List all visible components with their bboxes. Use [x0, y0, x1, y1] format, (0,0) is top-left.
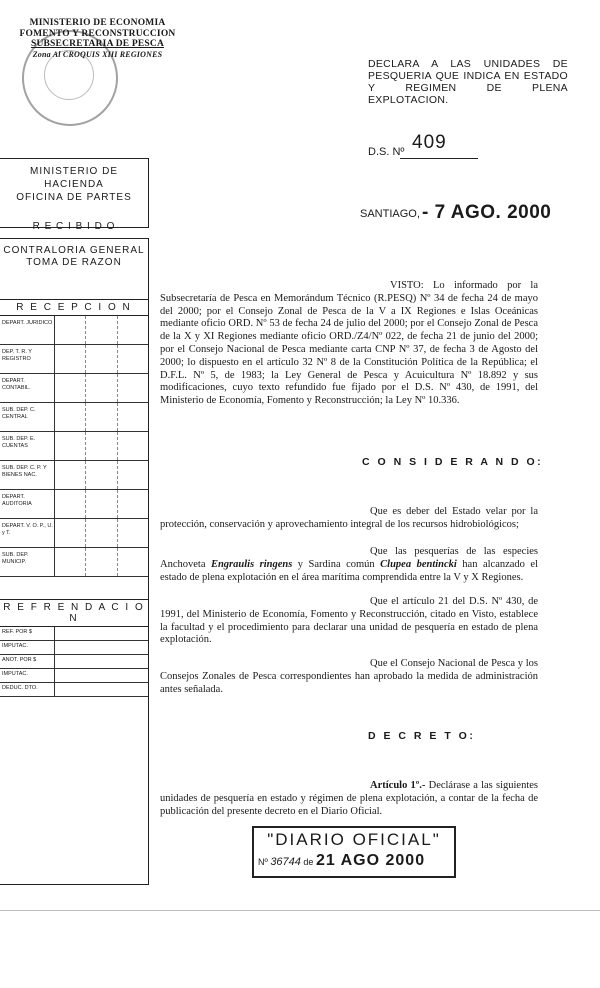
recepcion-row — [0, 316, 148, 345]
contraloria-line1: CONTRALORIA GENERAL — [3, 245, 145, 256]
refrendacion-row-label: DEDUC. DTO. — [0, 683, 55, 696]
diario-prefix: Nº — [258, 857, 268, 867]
hacienda-line3: R E C I B I D O — [32, 221, 116, 232]
refrendacion-cell — [55, 669, 148, 682]
recepcion-cell — [118, 374, 148, 402]
recepcion-cell — [118, 548, 148, 576]
refrendacion-row — [0, 641, 148, 655]
refrendacion-cell — [55, 641, 148, 654]
refrendacion-row — [0, 683, 148, 697]
recepcion-cell — [86, 316, 117, 344]
refrendacion-row-label: REF. POR $ — [0, 627, 55, 640]
articulo-1-label: Artículo 1º.- — [370, 780, 426, 791]
considerando-p2-a: Que las pesquerías de las especies Anchoveta — [160, 546, 538, 570]
recepcion-cell — [86, 374, 117, 402]
refrendacion-row — [0, 655, 148, 669]
refrendacion-row-label: ANOT. POR $ — [0, 655, 55, 668]
recepcion-cell — [55, 461, 86, 489]
recepcion-row — [0, 403, 148, 432]
contraloria-stamp-box — [0, 238, 149, 885]
refrendacion-cell — [55, 683, 148, 696]
contraloria-line2: TOMA DE RAZON — [26, 257, 122, 268]
refrendacion-heading: R E F R E N D A C I O N — [0, 599, 148, 627]
considerando-p4: Que el Consejo Nacional de Pesca y los Consejos Zonales de Pesca correspondientes han aprobado la medida de administración antes señalada. — [160, 658, 538, 695]
ministry-header — [10, 18, 185, 60]
considerando-p1: Que es deber del Estado velar por la protección, conservación y aprovechamiento integral de los recursos hidrobiológicos; — [160, 506, 538, 530]
visto-lead: VISTO: — [390, 280, 424, 291]
recepcion-cell — [55, 345, 86, 373]
recepcion-cell — [55, 316, 86, 344]
recepcion-cell — [55, 403, 86, 431]
decree-date: - 7 AGO. 2000 — [422, 202, 552, 223]
recepcion-cell — [86, 403, 117, 431]
considerando-p3: Que el artículo 21 del D.S. Nº 430, de 1991, del Ministerio de Economía, Fomento y Reconstrucción, citado en Visto, establece la facultad y el procedimiento para declarar una unidad de pesquería en estado de plena explotación. — [160, 596, 538, 646]
hacienda-line1: MINISTERIO DE HACIENDA — [29, 166, 118, 190]
recepcion-row — [0, 490, 148, 519]
recepcion-row — [0, 345, 148, 374]
species-sardina: Clupea bentincki — [380, 558, 457, 570]
header-line2: FOMENTO Y RECONSTRUCCION — [19, 28, 176, 39]
recepcion-row — [0, 519, 148, 548]
considerando-heading: C O N S I D E R A N D O: — [362, 456, 544, 468]
recepcion-cell — [86, 490, 117, 518]
recepcion-cell — [86, 548, 117, 576]
diario-line — [258, 852, 454, 870]
considerando-p2-b: y Sardina común — [292, 558, 381, 570]
recepcion-cell — [55, 519, 86, 547]
recepcion-cell — [118, 519, 148, 547]
place-city: SANTIAGO, — [360, 208, 420, 220]
recepcion-heading: R E C E P C I O N — [0, 299, 148, 316]
header-line4: Zona Al CROQUIS XIII REGIONES — [32, 49, 163, 59]
hacienda-line2: OFICINA DE PARTES — [16, 192, 132, 203]
diario-title: "DIARIO OFICIAL" — [267, 830, 441, 849]
refrendacion-row-label: IMPUTAC. — [0, 669, 55, 682]
ds-number: 409 — [412, 132, 447, 153]
articulo-1-text: Declárase a las siguientes unidades de pesquería en estado y régimen de plena explotación, a contar de la fecha de publicación del presente decreto en el Diario Oficial. — [160, 780, 538, 817]
recepcion-cell — [86, 345, 117, 373]
refrendacion-table — [0, 627, 148, 697]
diario-date: 21 AGO 2000 — [315, 852, 426, 869]
recepcion-row-label: DEP. T. R. Y REGISTRO — [0, 345, 55, 373]
considerando-p2-c: han alcanzado el estado de plena explotación en el área marítima comprendida entre la V y X Regiones. — [160, 558, 538, 583]
recepcion-table — [0, 316, 148, 577]
diario-de: de — [303, 857, 314, 867]
recepcion-row-label: SUB. DEP. C. CENTRAL — [0, 403, 55, 431]
diario-number: 36744 — [270, 856, 301, 868]
recepcion-cell — [86, 461, 117, 489]
recepcion-cell — [55, 490, 86, 518]
recepcion-cell — [55, 548, 86, 576]
recepcion-cell — [118, 403, 148, 431]
header-line3: SUBSECRETARIA DE PESCA — [30, 39, 165, 49]
recepcion-cell — [118, 490, 148, 518]
considerando-p2 — [160, 546, 538, 584]
ds-label: D.S. Nº — [368, 146, 405, 158]
refrendacion-row-label: IMPUTAC. — [0, 641, 55, 654]
recepcion-cell — [118, 316, 148, 344]
page-bottom-rule — [0, 910, 600, 911]
recepcion-cell — [86, 432, 117, 460]
header-line1: MINISTERIO DE ECONOMIA — [29, 18, 166, 28]
recepcion-row — [0, 432, 148, 461]
articulo-1 — [160, 780, 538, 818]
ds-underline — [400, 158, 478, 159]
recepcion-cell — [55, 374, 86, 402]
recepcion-cell — [86, 519, 117, 547]
diario-oficial-stamp — [252, 826, 456, 878]
recepcion-row — [0, 548, 148, 577]
decree-title: DECLARA A LAS UNIDADES DE PESQUERIA QUE INDICA EN ESTADO Y REGIMEN DE PLENA EXPLOTACION. — [368, 58, 568, 106]
recepcion-row-label: DEPART. CONTABIL. — [0, 374, 55, 402]
recepcion-cell — [118, 345, 148, 373]
recepcion-cell — [118, 432, 148, 460]
recepcion-cell — [55, 432, 86, 460]
recepcion-row-label: SUB. DEP. MUNICIP. — [0, 548, 55, 576]
recepcion-row — [0, 374, 148, 403]
recepcion-row-label: DEPART. AUDITORIA — [0, 490, 55, 518]
refrendacion-row — [0, 627, 148, 641]
recepcion-row-label: SUB. DEP. C. P. Y BIENES NAC. — [0, 461, 55, 489]
recepcion-row-label: SUB. DEP. E. CUENTAS — [0, 432, 55, 460]
species-anchoveta: Engraulis ringens — [210, 558, 293, 570]
recepcion-cell — [118, 461, 148, 489]
recepcion-row — [0, 461, 148, 490]
refrendacion-row — [0, 669, 148, 683]
refrendacion-cell — [55, 655, 148, 668]
refrendacion-cell — [55, 627, 148, 640]
recepcion-row-label: DEPART. JURIDICO — [0, 316, 55, 344]
recepcion-row-label: DEPART. V. O. P., U. y T. — [0, 519, 55, 547]
visto-text: Lo informado por la Subsecretaría de Pesca en Memorándum Técnico (R.PESQ) Nº 34 de fecha 24 de mayo del 2000; por el Consejo Zonal de Pesca de la V a IX Regiones e Islas Oceánicas mediante oficio ORD. Nº 53 de fecha 24 de julio del 2000; por el Consejo Zonal de Pesca de la X y XI Regiones mediante oficio ORD./Z4/Nº 022, de fecha 21 de junio del 2000; por el Consejo Nacional de Pesca mediante carta CNP Nº 37, de fecha 3 de Agosto del 2000; lo dispuesto en el artículo 32 Nº 8 de la Constitución Política de la República; el D.F.L. Nº 5, de 1983; la Ley General de Pesca y Acuicultura Nº 18.892 y sus modificaciones, cuyo texto refundido fue fijado por el D.S. Nº 430, de 1991, del Ministerio de Economía, Fomento y Reconstrucción; la Ley Nº 10.336. — [160, 280, 538, 407]
decreto-heading: D E C R E T O: — [368, 730, 476, 742]
hacienda-stamp-box — [0, 158, 149, 232]
visto-paragraph — [160, 280, 538, 408]
